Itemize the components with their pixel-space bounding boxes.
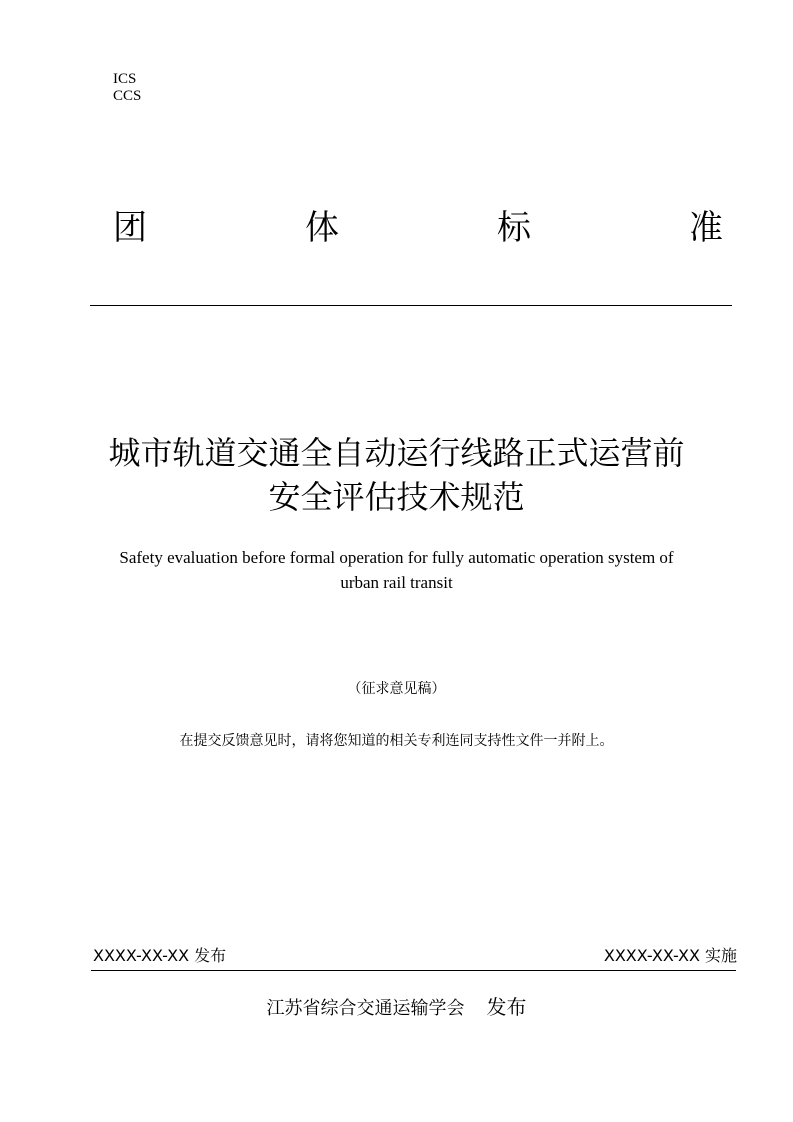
standard-type-char: 体: [305, 208, 339, 248]
publisher-action: 发布: [486, 995, 527, 1019]
standard-type-char: 准: [689, 208, 723, 248]
footer-divider: [91, 970, 736, 971]
standard-type-char: 团: [113, 208, 147, 248]
ics-code: ICS: [113, 71, 137, 87]
publish-date: XXXX-XX-XX 发布: [93, 946, 227, 965]
title-en-line2: urban rail transit: [340, 573, 453, 592]
publisher-name: 江苏省综合交通运输学会: [266, 998, 465, 1019]
patent-notice: 在提交反馈意见时，请将您知道的相关专利连同支持性文件一并附上。: [179, 734, 614, 749]
title-en-line1: Safety evaluation before formal operation for fully automatic operation system of: [119, 548, 674, 567]
header-divider: [90, 305, 732, 306]
standard-type-char: 标: [497, 208, 531, 248]
publisher: [0, 995, 793, 1021]
title-zh-line1: 城市轨道交通全自动运行线路正式运营前: [108, 434, 685, 472]
draft-label: （征求意见稿）: [347, 682, 446, 697]
title-zh-line2: 安全评估技术规范: [268, 478, 525, 516]
ccs-code: CCS: [113, 88, 142, 104]
implement-date: XXXX-XX-XX 实施: [603, 946, 737, 965]
